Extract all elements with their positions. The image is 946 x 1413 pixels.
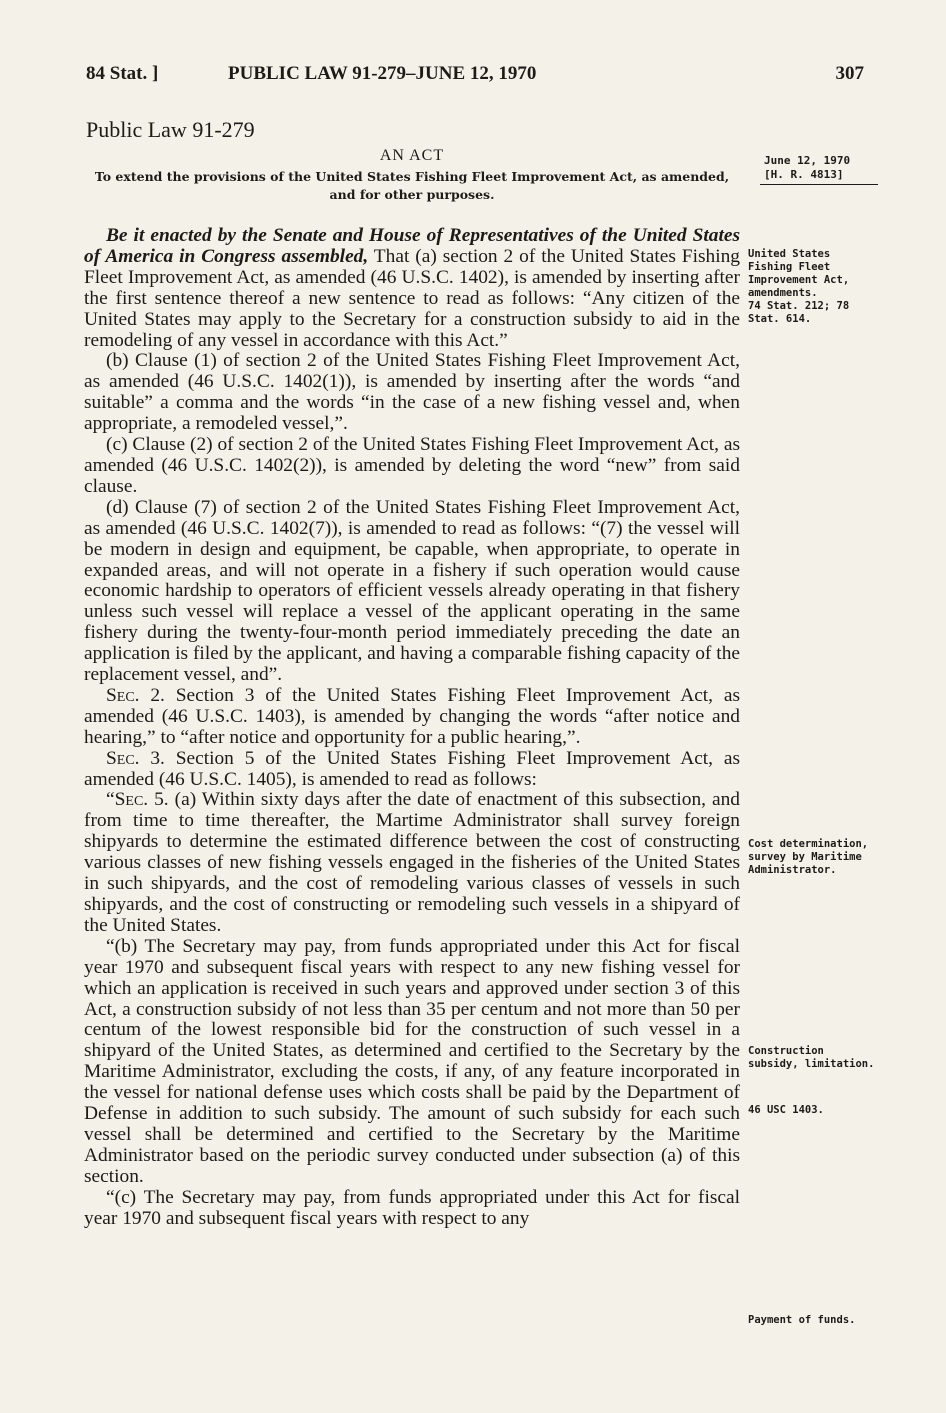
section-5a-text: (a) Within sixty days after the date of enactment of this subsection, and from time to time thereafter, the Martime Administrator shall survey foreign shipyards to determine the estimated difference between the cost of constructing various classes of new fishing vessels engaged in the fisheries of the United States in such shipyards, and the cost of remodeling various classes of vessels in such shipyards, and the cost of constructing or remodeling such vessels in a shipyard of the United States. (84, 789, 740, 936)
enactment-date: June 12, 1970 (764, 154, 851, 167)
section-5b: “(b) The Secretary may pay, from funds appropriated under this Act for fiscal year 1970 and subsequent fiscal years with respect to any new fishing vessel for which an application is received in such years and approved under section 3 of this Act, a construction subsidy of not less than 35 per centum and not more than 50 per centum of the lowest responsible bid for the construction of such vessel in a shipyard of the United States, as determined and certified to the Secretary by the Maritime Administrator, excluding the costs, if any, of any feature incorporated in the vessel for national defense uses which costs shall be paid by the Department of Defense in addition to such subsidy. The amount of such subsidy for each such vessel shall be determined and certified to the Secretary by the Maritime Administrator based on the periodic survey conducted under subsection (a) of this section. (84, 935, 740, 1187)
section-3 (84, 749, 740, 791)
running-header (86, 63, 864, 93)
margin-note-amendments (748, 248, 878, 326)
section-2-label: Sec. 2. (106, 684, 165, 706)
section-3-label: Sec. 3. (106, 747, 165, 769)
public-law-label: Public Law 91-279 (86, 117, 255, 142)
section-2 (84, 686, 740, 749)
section-5c: “(c) The Secretary may pay, from funds appropriated under this Act for fiscal year 1970 and subsequent fiscal years with respect to any (84, 1186, 740, 1229)
margin-note-payment: Payment of funds. (748, 1314, 856, 1326)
stat-volume: 84 Stat. ] (86, 63, 159, 84)
margin-note-citation: 74 Stat. 212; 78 Stat. 614. (748, 300, 850, 325)
act-purpose: To extend the provisions of the United States Fishing Fleet Improvement Act, as amended, and for other purposes. (94, 169, 730, 202)
margin-note-cost-determination: Cost determination, survey by Maritime Administrator. (748, 838, 869, 876)
header-title: PUBLIC LAW 91-279–JUNE 12, 1970 (228, 63, 537, 84)
section-1a-text: That (a) section 2 of the United States Fishing Fleet Improvement Act, as amended (46 U.S.C. 1402), is amended by inserting after the first sentence thereof a new sentence to read as follows: “Any citizen of the United States may apply to the Secretary for a construction subsidy to aid in the remodeling of any vessel in accordance with this Act.” (84, 245, 740, 351)
date-box (760, 154, 878, 185)
section-1b: (b) Clause (1) of section 2 of the United States Fishing Fleet Improvement Act, as amended (46 U.S.C. 1402(1)), is amended by inserting after the words “and suitable” a comma and the words “in the case of a new fishing vessel and, when appropriate, a remodeled vessel,”. (84, 350, 740, 435)
section-1d: (d) Clause (7) of section 2 of the United States Fishing Fleet Improvement Act, as amended (46 U.S.C. 1402(7)), is amended to read as follows: “(7) the vessel will be modern in design and equipment, be capable, when appropriate, to operate in expanded areas, and will not operate in a fishery if such operation would cause economic hardship to operators of efficient vessels already operating in that fishery unless such vessel will replace a vessel of the applicant operating in the same fishery during the twenty-four-month period immediately preceding the date an application is filed by the applicant, and having a comparable fishing capacity of the replacement vessel, and”. (84, 496, 740, 686)
act-body (84, 226, 740, 1230)
section-5a-label: “Sec. 5. (106, 789, 169, 811)
bill-number: [H. R. 4813] (760, 168, 878, 185)
section-2-text: Section 3 of the United States Fishing Fleet Improvement Act, as amended (46 U.S.C. 1403), is amended by changing the words “after notice and hearing,” to “after notice and opportunity for a public hearing,”. (84, 684, 741, 748)
section-1c: (c) Clause (2) of section 2 of the United States Fishing Fleet Improvement Act, as amended (46 U.S.C. 1402(2)), is amended by deleting the word “new” from said clause. (84, 434, 740, 497)
margin-note-usc-cite: 46 USC 1403. (748, 1104, 824, 1116)
enacting-clause: Be it enacted by the Senate and House of Representatives of the United States of America in Congress assembled, (84, 225, 740, 267)
section-1a (84, 226, 740, 351)
margin-note-construction-subsidy: Construction subsidy, limitation. (748, 1045, 875, 1070)
section-3-text: Section 5 of the United States Fishing Fleet Improvement Act, as amended (46 U.S.C. 1405), is amended to read as follows: (84, 747, 741, 790)
section-5a (84, 790, 740, 936)
act-title: AN ACT (379, 147, 445, 164)
margin-note-amendments-text: United States Fishing Fleet Improvement Act, amendments. (748, 248, 850, 299)
page-number: 307 (835, 63, 864, 84)
